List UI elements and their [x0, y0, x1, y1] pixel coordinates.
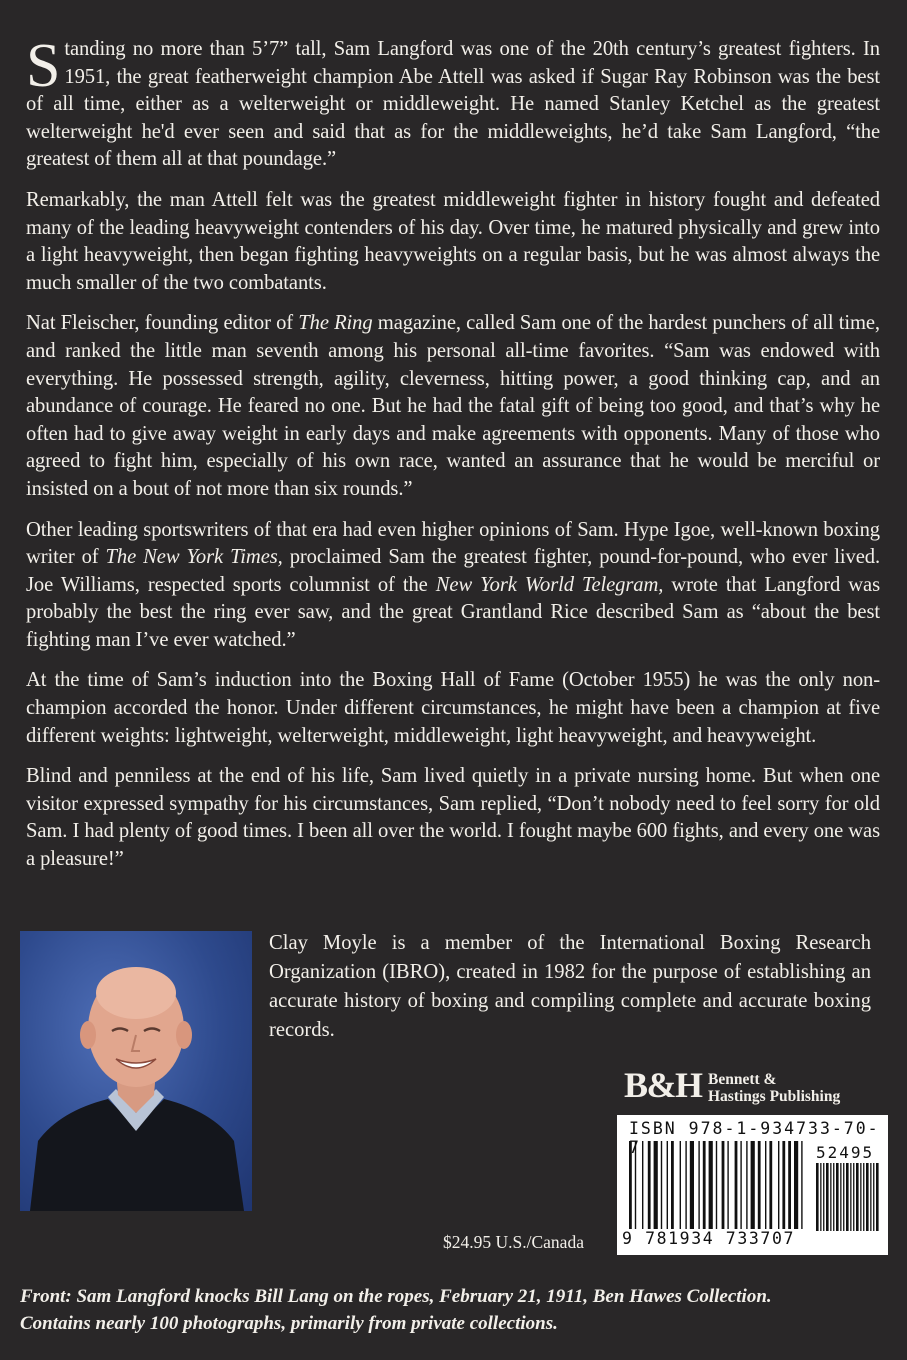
author-photo [20, 931, 252, 1211]
blurb-text: proclaimed Sam the greatest fighter, pound-for-pound, who ever lived. Joe Williams, respected sports columnist of the [26, 546, 880, 596]
publisher-mark: B&H [624, 1065, 702, 1105]
blurb-text: tanding no more than 5’7” tall, Sam Langford was one of the 20th century’s greatest fighters. In 1951, the great featherweight champion Abe Attell was asked if Sugar Ray Robinson was the best of all time, either as a welterweight or middleweight. He named Stanley Ketchel as the greatest welterweight he'd ever seen and said that as for the middleweights, he’d take Sam Langford, “the greatest of them all at that poundage.” [26, 38, 880, 171]
author-bio: Clay Moyle is a member of the International Boxing Research Organization (IBRO), created in 1982 for the purpose of establishing an accurate history of boxing and compiling complete and accurate boxing records. [269, 932, 871, 1041]
blurb-paragraph-2: Remarkably, the man Attell felt was the greatest middleweight fighter in history fought and defeated many of the leading heavyweight contenders of his day. Over time, he matured physically and grew into a light heavyweight, then began fighting heavyweights on a regular basis, but he was almost always the much smaller of the two combatants. [26, 188, 880, 294]
publisher-name-line: Hastings Publishing [708, 1088, 841, 1105]
barcode-bar [826, 1163, 829, 1231]
publication-title: New York World Telegram, [435, 573, 664, 596]
blurb-text: magazine, called Sam one of the hardest punchers of all time, and ranked the little man seventh among his personal all-time favorites. “Sam was endowed with everything. He possessed strength, agility, cleverness, hitting power, a good thinking cap, and an abundance of courage. He feared no one. But he had the fatal gift of being too good, and that’s why he often had to give away weight in early days and make agreements with opponents. Many of those who agreed to fight him, especially of his own race, wanted an assurance that he would be merciful or insisted on a bout of not more than six rounds.” [26, 312, 880, 500]
barcode-bar [860, 1163, 861, 1231]
isbn-barcode [617, 1115, 888, 1255]
barcode-bar [853, 1163, 854, 1231]
blurb-text: wrote that Langford was probably the best the ring ever saw, and the great Grantland Rice described Sam as “about the best fighting man I’ve ever watched.” [26, 573, 880, 651]
cover-caption [20, 1284, 890, 1337]
barcode-bar [873, 1163, 874, 1231]
barcode-bar [876, 1163, 879, 1231]
price-label: $24.95 U.S./Canada [443, 1232, 584, 1252]
publisher-name-line: Bennett & [708, 1071, 777, 1088]
drop-cap: S [26, 32, 61, 100]
blurb-paragraph-3 [26, 310, 880, 503]
caption-line: Front: Sam Langford knocks Bill Lang on the ropes, February 21, 1911, Ben Hawes Collection. [20, 1286, 772, 1307]
barcode-bar [840, 1163, 841, 1231]
barcode-bar [846, 1163, 849, 1231]
blurb-paragraph-5: At the time of Sam’s induction into the Boxing Hall of Fame (October 1955) he was the only non-champion accorded the honor. Under different circumstances, he might have been a champion at five different weights: lightweight, welterweight, middleweight, light heavyweight, and heavyweight. [26, 669, 880, 747]
barcode-bar [870, 1163, 871, 1231]
publisher-name [708, 1071, 858, 1105]
barcode-bar [823, 1163, 824, 1231]
barcode-bar [836, 1163, 839, 1231]
blurb-text: Other leading sportswriters of that era had even higher opinions of Sam. Hype Igoe, well-known boxing writer of [26, 518, 880, 569]
barcode-bar [830, 1163, 831, 1231]
caption-line: Contains nearly 100 photographs, primarily from private collections. [20, 1312, 558, 1334]
barcode-bar [843, 1163, 844, 1231]
barcode-bar [863, 1163, 864, 1231]
price-code: 52495 [816, 1143, 875, 1162]
blurb-paragraph-4 [26, 517, 880, 655]
back-cover-blurb [26, 32, 880, 887]
barcode-bar [856, 1163, 859, 1231]
blurb-paragraph-1 [26, 32, 880, 174]
blurb-text: Nat Fleischer, founding editor of [26, 312, 299, 335]
barcode-bar [816, 1163, 819, 1231]
blurb-paragraph-6: Blind and penniless at the end of his life, Sam lived quietly in a private nursing home. But when one visitor expressed sympathy for his circumstances, Sam replied, “Don’t nobody need to feel sorry for old Sam. I had plenty of good times. I been all over the world. I fought maybe 600 fights, and every one was a pleasure!” [26, 765, 880, 871]
barcode-bar [833, 1163, 834, 1231]
barcode-bar [820, 1163, 821, 1231]
author-portrait [20, 931, 252, 1211]
publication-title: The Ring [298, 312, 373, 335]
publication-title: The New York Times, [105, 546, 283, 569]
isbn-digits: 9 781934 733707 [622, 1229, 796, 1248]
barcode-bar [866, 1163, 869, 1231]
barcode-bar [850, 1163, 851, 1231]
isbn-label: ISBN 978-1-934733-70-7 [629, 1119, 880, 1157]
